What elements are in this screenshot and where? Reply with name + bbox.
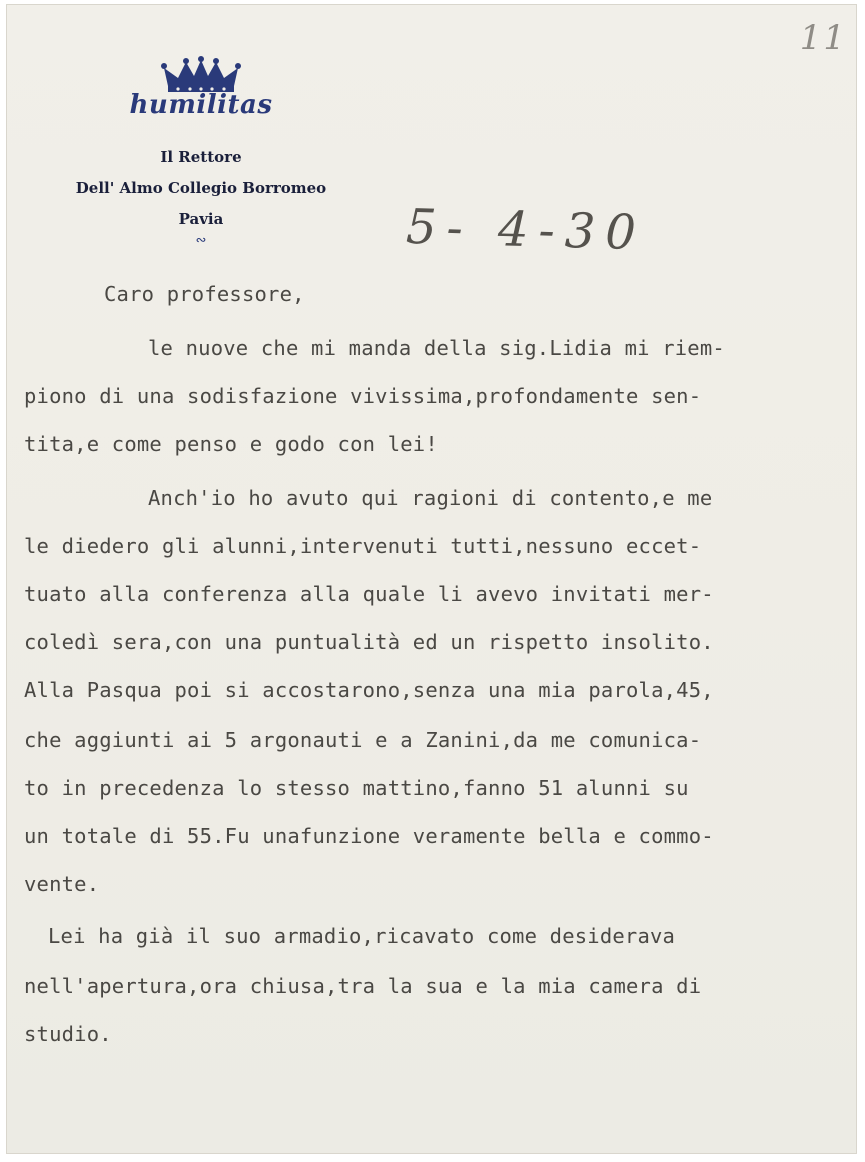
letterhead-institution: Dell' Almo Collegio Borromeo xyxy=(75,179,327,197)
body-line: vente. xyxy=(24,872,100,896)
salutation: Caro professore, xyxy=(104,282,305,306)
body-line: le diedero gli alunni,intervenuti tutti,nessuno eccet- xyxy=(24,534,702,558)
letter-page xyxy=(6,4,857,1154)
body-line: Alla Pasqua poi si accostarono,senza una mia parola,45, xyxy=(24,678,714,702)
body-line: che aggiunti ai 5 argonauti e a Zanini,da me comunica- xyxy=(24,728,702,752)
letterhead-title: Il Rettore xyxy=(160,148,242,166)
body-line: un totale di 55.Fu unafunzione veramente bella e commo- xyxy=(24,824,714,848)
handwritten-date: 5- 4-30 xyxy=(405,198,647,262)
letterhead-city: Pavia xyxy=(178,210,224,228)
crest-motto: humilitas xyxy=(129,90,273,120)
body-line: Anch'io ho avuto qui ragioni di contento,e me xyxy=(148,486,713,510)
body-line: Lei ha già il suo armadio,ricavato come desiderava xyxy=(48,924,676,948)
body-line: piono di una sodisfazione vivissima,profondamente sen- xyxy=(24,384,702,408)
flourish-icon: ∾ xyxy=(195,233,207,248)
letterhead xyxy=(46,56,356,248)
body-line: studio. xyxy=(24,1022,112,1046)
body-line: le nuove che mi manda della sig.Lidia mi riem- xyxy=(148,336,725,360)
body-line: nell'apertura,ora chiusa,tra la sua e la mia camera di xyxy=(24,974,702,998)
body-line: to in precedenza lo stesso mattino,fanno 51 alunni su xyxy=(24,776,689,800)
body-line: coledì sera,con una puntualità ed un rispetto insolito. xyxy=(24,630,714,654)
body-line: tuato alla conferenza alla quale li avevo invitati mer- xyxy=(24,582,714,606)
page-number: 11 xyxy=(799,18,847,58)
body-line: tita,e come penso e godo con lei! xyxy=(24,432,438,456)
